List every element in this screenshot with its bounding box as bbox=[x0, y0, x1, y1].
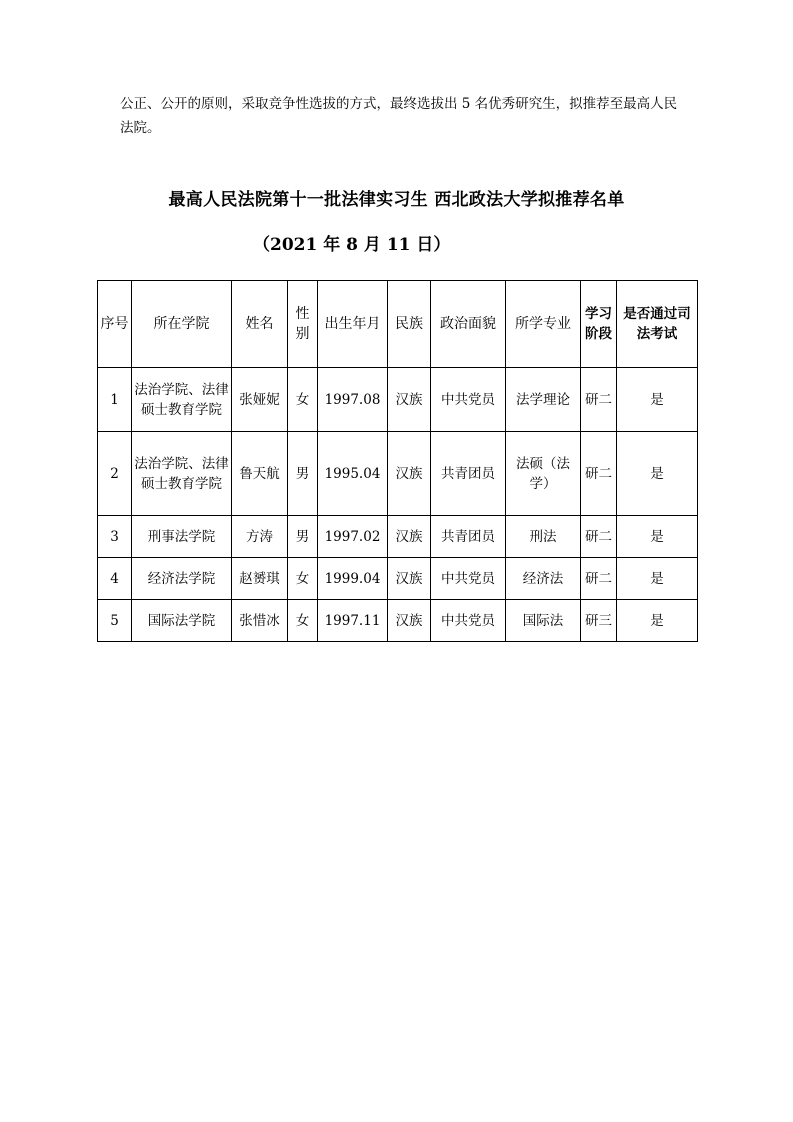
cell-political-status: 中共党员 bbox=[431, 368, 506, 432]
cell-stage: 研二 bbox=[581, 368, 617, 432]
cell-ethnicity: 汉族 bbox=[388, 600, 431, 642]
cell-birth: 1999.04 bbox=[318, 558, 388, 600]
cell-name: 张惜冰 bbox=[232, 600, 288, 642]
cell-major: 法学理论 bbox=[506, 368, 581, 432]
cell-birth: 1997.08 bbox=[318, 368, 388, 432]
cell-major: 刑法 bbox=[506, 516, 581, 558]
cell-gender: 女 bbox=[288, 558, 318, 600]
cell-college: 法治学院、法律硕士教育学院 bbox=[132, 368, 232, 432]
cell-passed-exam: 是 bbox=[617, 558, 698, 600]
intro-paragraph: 公正、公开的原则，采取竞争性选拔的方式，最终选拔出 5 名优秀研究生，拟推荐至最高人民法院。 bbox=[120, 96, 678, 136]
cell-passed-exam: 是 bbox=[617, 600, 698, 642]
recommendation-table bbox=[97, 280, 698, 642]
cell-stage: 研二 bbox=[581, 558, 617, 600]
header-cell: 民族 bbox=[388, 281, 431, 368]
header-cell: 所在学院 bbox=[132, 281, 232, 368]
cell-college: 法治学院、法律硕士教育学院 bbox=[132, 432, 232, 516]
cell-stage: 研三 bbox=[581, 600, 617, 642]
cell-stage: 研二 bbox=[581, 432, 617, 516]
cell-ethnicity: 汉族 bbox=[388, 516, 431, 558]
cell-political-status: 共青团员 bbox=[431, 432, 506, 516]
cell-name: 赵赟琪 bbox=[232, 558, 288, 600]
cell-birth: 1995.04 bbox=[318, 432, 388, 516]
header-cell: 学习阶段 bbox=[581, 281, 617, 368]
cell-gender: 男 bbox=[288, 432, 318, 516]
cell-political-status: 中共党员 bbox=[431, 600, 506, 642]
table-header-row bbox=[98, 281, 698, 368]
cell-major: 国际法 bbox=[506, 600, 581, 642]
cell-passed-exam: 是 bbox=[617, 432, 698, 516]
cell-political-status: 中共党员 bbox=[431, 558, 506, 600]
cell-birth: 1997.02 bbox=[318, 516, 388, 558]
header-cell: 姓名 bbox=[232, 281, 288, 368]
header-cell: 序号 bbox=[98, 281, 132, 368]
header-cell: 政治面貌 bbox=[431, 281, 506, 368]
table-row bbox=[98, 600, 698, 642]
cell-ethnicity: 汉族 bbox=[388, 432, 431, 516]
document-date: （2021 年 8 月 11 日） bbox=[253, 235, 451, 255]
cell-passed-exam: 是 bbox=[617, 516, 698, 558]
cell-major: 法硕（法学） bbox=[506, 432, 581, 516]
table-row bbox=[98, 558, 698, 600]
cell-gender: 女 bbox=[288, 600, 318, 642]
document-title: 最高人民法院第十一批法律实习生 西北政法大学拟推荐名单 bbox=[168, 190, 625, 210]
cell-college: 国际法学院 bbox=[132, 600, 232, 642]
cell-name: 张娅妮 bbox=[232, 368, 288, 432]
table-row bbox=[98, 516, 698, 558]
cell-college: 刑事法学院 bbox=[132, 516, 232, 558]
header-cell: 所学专业 bbox=[506, 281, 581, 368]
cell-name: 鲁天航 bbox=[232, 432, 288, 516]
cell-ethnicity: 汉族 bbox=[388, 368, 431, 432]
header-cell: 出生年月 bbox=[318, 281, 388, 368]
table-row bbox=[98, 368, 698, 432]
cell-gender: 男 bbox=[288, 516, 318, 558]
cell-index: 2 bbox=[98, 432, 132, 516]
table-row bbox=[98, 432, 698, 516]
cell-political-status: 共青团员 bbox=[431, 516, 506, 558]
cell-index: 4 bbox=[98, 558, 132, 600]
cell-index: 5 bbox=[98, 600, 132, 642]
cell-name: 方涛 bbox=[232, 516, 288, 558]
header-cell: 是否通过司法考试 bbox=[617, 281, 698, 368]
cell-college: 经济法学院 bbox=[132, 558, 232, 600]
cell-gender: 女 bbox=[288, 368, 318, 432]
cell-birth: 1997.11 bbox=[318, 600, 388, 642]
cell-stage: 研二 bbox=[581, 516, 617, 558]
cell-passed-exam: 是 bbox=[617, 368, 698, 432]
cell-ethnicity: 汉族 bbox=[388, 558, 431, 600]
cell-major: 经济法 bbox=[506, 558, 581, 600]
cell-index: 3 bbox=[98, 516, 132, 558]
header-cell: 性别 bbox=[288, 281, 318, 368]
cell-index: 1 bbox=[98, 368, 132, 432]
